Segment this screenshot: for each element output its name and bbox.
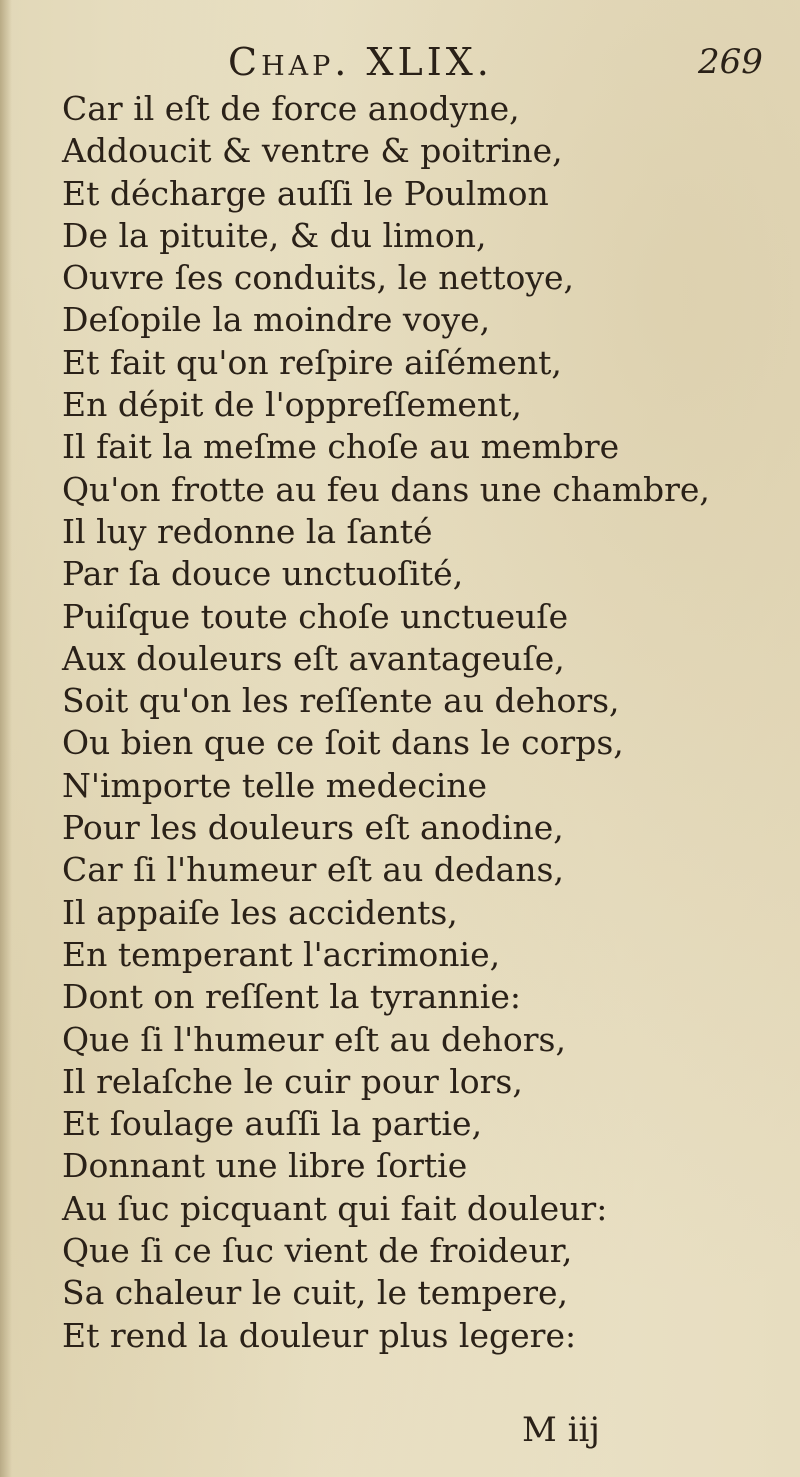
running-head: Chap. XLIX.	[228, 40, 493, 84]
verse-line: Et ſoulage auſſi la partie,	[62, 1104, 483, 1144]
verse-line: Et décharge auſſi le Poulmon	[62, 173, 549, 213]
verse-line: En temperant l'acrimonie,	[62, 934, 501, 974]
verse-line: Dont on reſſent la tyrannie:	[62, 977, 521, 1017]
verse-line: De la pituite, & du limon,	[62, 215, 487, 255]
verse-line: Par ſa douce unctuoſité,	[62, 554, 464, 594]
verse-line: En dépit de l'oppreſſement,	[62, 385, 522, 425]
verse-line: Donnant une libre ſortie	[62, 1146, 468, 1186]
verse-text	[62, 88, 722, 1357]
verse-line: Au ſuc picquant qui fait douleur:	[62, 1188, 608, 1228]
verse-line: Que ſi l'humeur eſt au dehors,	[62, 1019, 566, 1059]
verse-line: Sa chaleur le cuit, le tempere,	[62, 1273, 568, 1313]
verse-line: Il fait la meſme choſe au membre	[62, 427, 620, 467]
verse-line: Puiſque toute choſe unctueuſe	[62, 596, 569, 636]
verse-line: Soit qu'on les reſſente au dehors,	[62, 681, 620, 721]
verse-line: Car il eſt de force anodyne,	[62, 89, 520, 128]
verse-line: Ou bien que ce ſoit dans le corps,	[62, 723, 624, 763]
verse-line: Car ſi l'humeur eſt au dedans,	[62, 850, 564, 890]
verse-line: Il relaſche le cuir pour lors,	[62, 1061, 523, 1101]
verse-line: Aux douleurs eſt avantageuſe,	[62, 638, 565, 678]
page-header	[0, 40, 800, 90]
verse-line: Il appaiſe les accidents,	[62, 892, 458, 932]
verse-line: Qu'on frotte au feu dans une chambre,	[62, 469, 710, 509]
signature-mark: M iij	[522, 1410, 600, 1450]
page-edge-shadow	[0, 0, 12, 1477]
verse-line: Addoucit & ventre & poitrine,	[62, 131, 563, 171]
page-number: 269	[698, 42, 763, 82]
verse-line: Que ſi ce ſuc vient de froideur,	[62, 1231, 573, 1271]
verse-line: Il luy redonne la ſanté	[62, 511, 433, 551]
verse-line: Et rend la douleur plus legere:	[62, 1315, 577, 1355]
verse-line: N'importe telle medecine	[62, 765, 488, 805]
verse-line: Pour les douleurs eſt anodine,	[62, 808, 564, 848]
verse-line: Deſopile la moindre voye,	[62, 300, 491, 340]
verse-line: Ouvre ſes conduits, le nettoye,	[62, 258, 575, 298]
verse-line: Et fait qu'on reſpire aiſément,	[62, 342, 562, 382]
